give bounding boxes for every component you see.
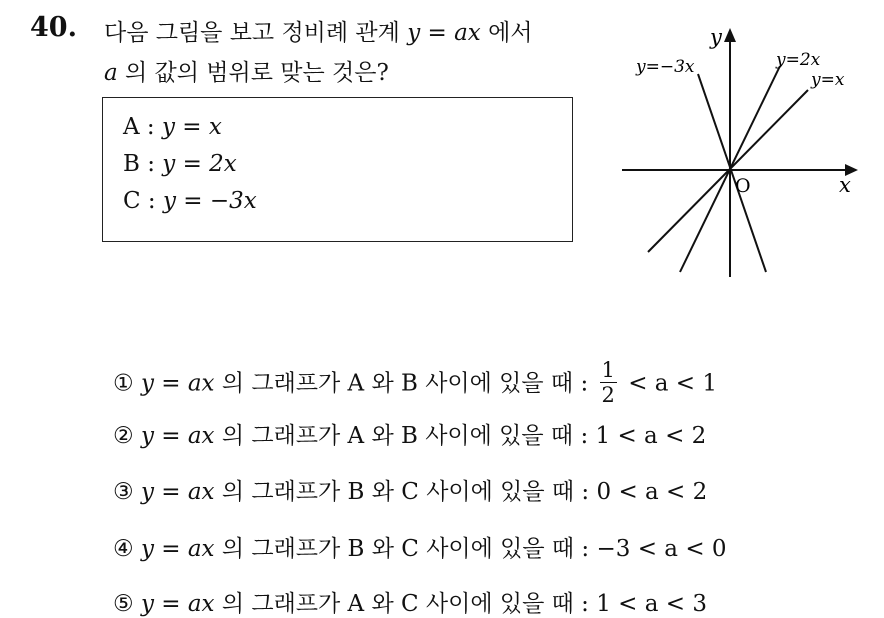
y-axis-label: y xyxy=(710,25,722,49)
choice-4[interactable] xyxy=(113,530,727,563)
y-axis-arrow-icon xyxy=(724,28,736,42)
choice-text: 의 그래프가 A 와 C 사이에 있을 때 : xyxy=(221,591,589,617)
choice-equation: y = ax xyxy=(140,591,215,617)
question-line-2 xyxy=(104,54,389,87)
choice-range: 1 < a < 3 xyxy=(596,591,707,617)
question-variable: a xyxy=(104,60,118,86)
line-neg-3x xyxy=(698,74,766,272)
choice-5[interactable] xyxy=(113,585,707,618)
choice-range: 0 < a < 2 xyxy=(596,479,708,505)
choice-text: 의 그래프가 A 와 B 사이에 있을 때 : xyxy=(221,370,589,397)
line-label-neg-3x: y=−3x xyxy=(636,57,695,77)
choice-marker: ② xyxy=(113,423,134,449)
x-axis-label: x xyxy=(839,173,851,197)
box-item-equation: y = x xyxy=(161,114,222,140)
box-item-b xyxy=(123,151,237,177)
choice-1[interactable] xyxy=(113,360,717,409)
choice-text: 의 그래프가 B 와 C 사이에 있을 때 : xyxy=(221,536,590,562)
line-label-2x: y=2x xyxy=(776,50,821,70)
choice-range: −3 < a < 0 xyxy=(596,536,727,562)
line-label-x: y=x xyxy=(811,70,845,90)
choice-equation: y = ax xyxy=(140,370,215,397)
choice-equation: y = ax xyxy=(140,423,215,449)
choice-marker: ③ xyxy=(113,479,134,505)
question-number: 40. xyxy=(30,12,77,43)
question-text: 다음 그림을 보고 정비례 관계 xyxy=(104,20,400,46)
fraction-numerator: 1 xyxy=(601,358,615,382)
choice-equation: y = ax xyxy=(140,479,215,505)
question-equation: y = ax xyxy=(407,20,481,46)
condition-box xyxy=(102,97,573,242)
graph-diagram xyxy=(618,22,880,282)
choice-marker: ④ xyxy=(113,536,134,562)
choice-marker: ① xyxy=(113,370,134,397)
choice-range: 1 < a < 2 xyxy=(595,423,707,449)
choice-text: 의 그래프가 B 와 C 사이에 있을 때 : xyxy=(221,479,590,505)
choice-text: 의 그래프가 A 와 B 사이에 있을 때 : xyxy=(221,423,589,449)
question-text-2: 의 값의 범위로 맞는 것은? xyxy=(125,60,389,86)
box-item-equation: y = −3x xyxy=(162,188,257,214)
box-item-a xyxy=(123,114,222,140)
box-item-label: A : xyxy=(123,114,155,140)
choice-marker: ⑤ xyxy=(113,591,134,617)
box-item-label: B : xyxy=(123,151,155,177)
origin-label: O xyxy=(735,175,751,197)
box-item-label: C : xyxy=(123,188,156,214)
box-item-c xyxy=(123,188,257,214)
choice-2[interactable] xyxy=(113,417,706,450)
question-text-tail: 에서 xyxy=(488,20,533,46)
choice-3[interactable] xyxy=(113,473,707,506)
choice-range: < a < 1 xyxy=(628,370,718,397)
question-line-1 xyxy=(104,14,533,47)
fraction-denominator: 2 xyxy=(601,383,615,407)
choice-fraction xyxy=(600,358,617,407)
box-item-equation: y = 2x xyxy=(162,151,237,177)
choice-equation: y = ax xyxy=(140,536,215,562)
